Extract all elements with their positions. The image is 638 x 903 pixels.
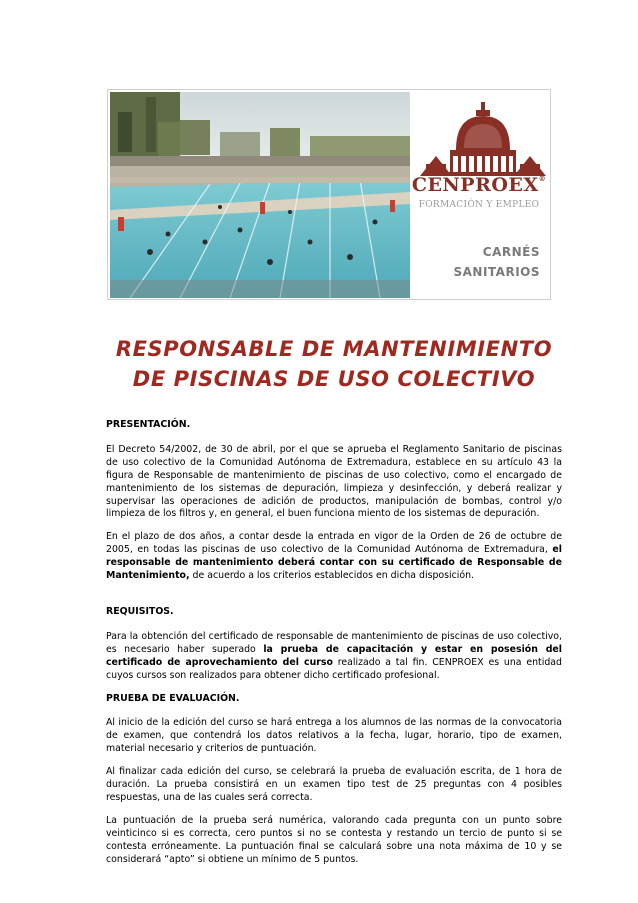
category-badge xyxy=(453,242,540,282)
brand-tagline: FORMACIÓN Y EMPLEO xyxy=(418,200,540,210)
document-title xyxy=(60,334,608,394)
paragraph-prueba-3: La puntuación de la prueba será numérica, valorando cada pregunta con un punto sobre veinticinco si es correcta, cero puntos si no se contesta y restando un tercio de punto si se contesta erróneamente. La puntuación final se calculará sobre una nota máxima de 10 y se considerará “apto” si obtiene un mínimo de 5 puntos. xyxy=(106,814,562,865)
cenproex-dome-logo-icon xyxy=(420,98,546,248)
swimming-pool-photo xyxy=(110,92,410,298)
paragraph-presentacion-1: El Decreto 54/2002, de 30 de abril, por el que se aprueba el Reglamento Sanitario de piscinas de uso colectivo de la Comunidad Autónoma de Extremadura, establece en su artículo 43 la figura de Responsable de mantenimiento de piscinas de uso colectivo, como el encargado de mantenimiento de los sistemas de depuración, limpieza y desinfección, y deberá realizar y supervisar las operaciones de adición de productos, manipulación de bombas, control y/o limpieza de los filtros y, en general, el buen funciona miento de los sistemas de depuración. xyxy=(106,443,562,520)
brand-name: CENPROEX® xyxy=(411,174,547,196)
section-heading-requisitos: REQUISITOS. xyxy=(106,605,174,617)
category-badge-line-1: CARNÉS xyxy=(482,245,540,259)
emphasis-certificado: el responsable de mantenimiento deberá contar con su certificado de Responsable de Mantenimiento, xyxy=(106,544,562,582)
paragraph-presentacion-2: En el plazo de dos años, a contar desde la entrada en vigor de la Orden de 26 de octubre de 2005, en todas las piscinas de uso colectivo de la Comunidad Autónoma de Extremadura, el responsable de mantenimiento deberá contar con su certificado de Responsable de Mantenimiento, de acuerdo a los criterios establecidos en dicha disposición. xyxy=(106,531,562,582)
title-line-1: RESPONSABLE DE MANTENIMIENTO xyxy=(115,337,553,361)
paragraph-requisitos-1: Para la obtención del certificado de responsable de mantenimiento de piscinas de uso colectivo, es necesario haber superado la prueba de capacitación y estar en posesión del certificado de aprovechamiento del curso realizado a tal fin. CENPROEX es una entidad cuyos cursos son realizados para obtener dicho certificado profesional. xyxy=(106,630,562,681)
title-line-2: DE PISCINAS DE USO COLECTIVO xyxy=(132,367,536,391)
section-heading-prueba: PRUEBA DE EVALUACIÓN. xyxy=(106,692,240,704)
emphasis-prueba-capacitacion: la prueba de capacitación y estar en posesión del certificado de aprovechamiento del curso xyxy=(106,643,562,668)
document-body xyxy=(106,419,562,866)
header-banner xyxy=(107,89,551,300)
paragraph-prueba-1: Al inicio de la edición del curso se hará entrega a los alumnos de las normas de la convocatoria de examen, que contendrá los datos relativos a la fecha, lugar, horario, tipo de examen, material necesario y criterios de puntuación. xyxy=(106,717,562,755)
category-badge-line-2: SANITARIOS xyxy=(453,265,540,279)
paragraph-prueba-2: Al finalizar cada edición del curso, se celebrará la prueba de evaluación escrita, de 1 hora de duración. La prueba consistirá en un examen tipo test de 25 preguntas con 4 posibles respuestas, una de las cuales será correcta. xyxy=(106,766,562,803)
section-heading-presentacion: PRESENTACIÓN. xyxy=(106,419,191,430)
